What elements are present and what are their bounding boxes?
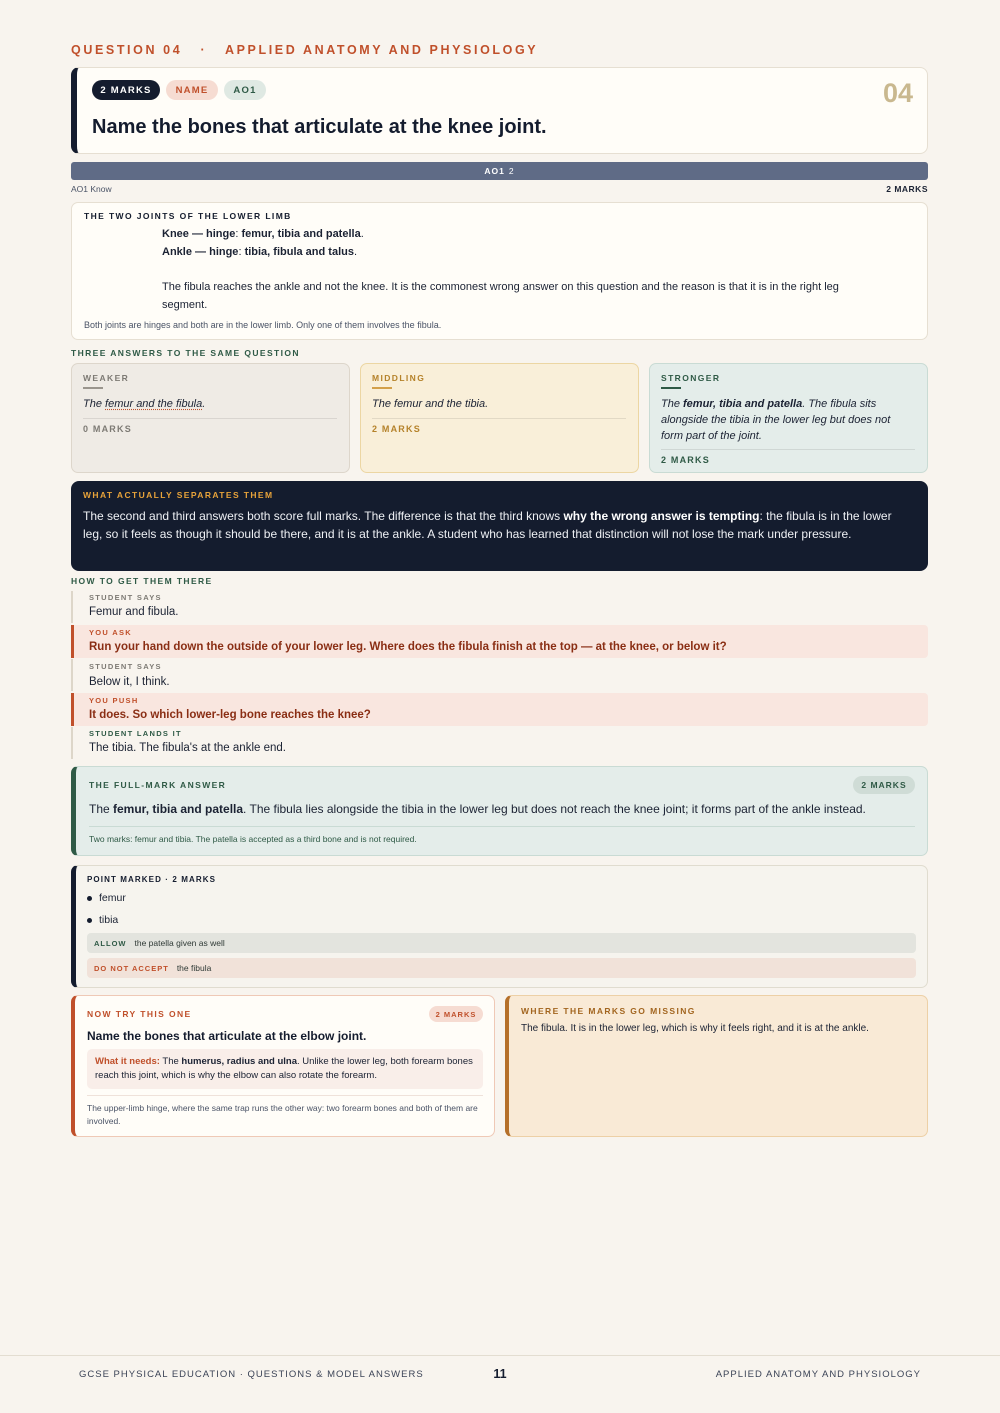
ankle-colon: : bbox=[238, 246, 245, 258]
joints-panel bbox=[71, 202, 928, 340]
turn-label: YOU ASK bbox=[89, 628, 132, 637]
separates-body bbox=[83, 507, 914, 543]
conversation-turn-1 bbox=[71, 591, 928, 623]
turn-text: It does. So which lower-leg bone reaches the knee? bbox=[89, 709, 371, 721]
weaker-text-post: . bbox=[202, 398, 206, 410]
bullet-icon bbox=[87, 896, 92, 901]
full-mark-body-post: . The fibula lies alongside the tibia in the lower leg but does not reach the knee joint; it forms part of the ankle instead. bbox=[243, 802, 866, 816]
weaker-wrong-part: femur and the fibula bbox=[105, 398, 203, 410]
reject-text: the fibula bbox=[176, 963, 212, 973]
full-mark-divider bbox=[89, 826, 915, 827]
practice-title: NOW TRY THIS ONE bbox=[87, 1009, 192, 1019]
ankle-name: Ankle bbox=[162, 246, 192, 258]
marks-missing-card bbox=[505, 995, 928, 1137]
practice-marks-badge: 2 MARKS bbox=[429, 1006, 483, 1022]
knee-type: hinge bbox=[206, 228, 236, 240]
knee-dash: — bbox=[188, 228, 207, 240]
ankle-bones: tibia, fibula and talus bbox=[244, 246, 354, 258]
separates-title: WHAT ACTUALLY SEPARATES THEM bbox=[83, 490, 274, 500]
weaker-answer-text bbox=[83, 396, 337, 412]
reject-label: DO NOT ACCEPT bbox=[94, 963, 169, 973]
question-number: 04 bbox=[882, 78, 913, 108]
allow-row bbox=[87, 933, 916, 953]
conversation-turn-5 bbox=[71, 727, 928, 759]
fibula-explanation: The fibula reaches the ankle and not the knee. It is the commonest wrong answer on this question and the reason is that it is in the right leg segment. bbox=[162, 281, 839, 311]
mark-point-item bbox=[87, 914, 118, 926]
ao-bar-label: AO1 bbox=[484, 166, 505, 176]
answers-section-title: THREE ANSWERS TO THE SAME QUESTION bbox=[71, 348, 300, 358]
needs-label: What it needs: bbox=[95, 1056, 160, 1067]
practice-question: Name the bones that articulate at the elbow joint. bbox=[87, 1029, 367, 1043]
turn-label: STUDENT LANDS IT bbox=[89, 729, 182, 738]
question-card bbox=[71, 67, 928, 154]
knee-colon: : bbox=[235, 228, 242, 240]
command-word-tag: NAME bbox=[166, 80, 218, 100]
weaker-marks: 0 MARKS bbox=[83, 424, 132, 434]
middling-label: MIDDLING bbox=[372, 373, 426, 383]
weaker-label: WEAKER bbox=[83, 373, 130, 383]
footer-right: APPLIED ANATOMY AND PHYSIOLOGY bbox=[715, 1369, 921, 1380]
conversation-turn-4 bbox=[71, 693, 928, 726]
turn-text: Run your hand down the outside of your lower leg. Where does the fibula finish at the top — at the knee, or below it? bbox=[89, 641, 727, 653]
practice-footnote: The upper-limb hinge, where the same trap runs the other way: two forearm bones and both of them are involved. bbox=[87, 1103, 478, 1126]
separates-body-post: : the fibula is in the lower leg, so it feels as though it should be there, and it is at the ankle. A student who has learned that distinction will not lose the mark under pressure. bbox=[83, 509, 892, 541]
conversation-turn-3 bbox=[71, 659, 928, 691]
middling-marks: 2 MARKS bbox=[372, 424, 421, 434]
mark-point-text: tibia bbox=[99, 914, 119, 926]
turn-label: STUDENT SAYS bbox=[89, 662, 162, 671]
mark-scheme-panel bbox=[71, 865, 928, 988]
stronger-divider bbox=[661, 449, 915, 450]
full-mark-badge: 2 MARKS bbox=[853, 776, 915, 794]
ao-bar-value: 2 bbox=[508, 166, 515, 176]
full-mark-footnote: Two marks: femur and tibia. The patella is accepted as a third bone and is not required. bbox=[89, 834, 417, 844]
mark-scheme-title: POINT MARKED · 2 MARKS bbox=[87, 875, 217, 884]
weaker-dash bbox=[83, 387, 103, 389]
turn-text: Femur and fibula. bbox=[89, 606, 179, 618]
full-mark-body bbox=[89, 802, 866, 816]
middling-divider bbox=[372, 418, 626, 419]
marks-missing-body: The fibula. It is in the lower leg, which is why it feels right, and it is at the ankle. bbox=[521, 1023, 869, 1034]
stronger-marks: 2 MARKS bbox=[661, 455, 710, 465]
ankle-end: . bbox=[353, 246, 358, 258]
stronger-text-post: . The fibula sits alongside the tibia in the lower leg but does not form part of the joint. bbox=[661, 398, 891, 442]
joints-footnote: Both joints are hinges and both are in the lower limb. Only one of them involves the fibula. bbox=[84, 320, 442, 330]
full-mark-body-pre: The bbox=[89, 802, 114, 816]
separates-panel bbox=[71, 481, 928, 571]
knee-bones: femur, tibia and patella bbox=[241, 228, 361, 240]
knee-end: . bbox=[360, 228, 364, 240]
allow-text: the patella given as well bbox=[134, 938, 225, 948]
stronger-dash bbox=[661, 387, 681, 389]
stronger-answer-card bbox=[649, 363, 928, 473]
weaker-divider bbox=[83, 418, 337, 419]
weaker-text-pre: The bbox=[83, 398, 106, 410]
mark-point-text: femur bbox=[99, 892, 126, 904]
knee-name: Knee bbox=[162, 228, 189, 240]
practice-needs-box bbox=[87, 1049, 483, 1089]
separates-body-pre: The second and third answers both score full marks. The difference is that the third knows bbox=[83, 509, 564, 523]
ao-weighting-bar bbox=[71, 162, 928, 180]
conversation-title: HOW TO GET THEM THERE bbox=[71, 576, 213, 586]
stronger-answer-text bbox=[661, 396, 915, 444]
footer-left: GCSE PHYSICAL EDUCATION · QUESTIONS & MODEL ANSWERS bbox=[79, 1369, 424, 1380]
needs-pre: The bbox=[159, 1056, 182, 1067]
bullet-icon bbox=[87, 918, 92, 923]
stronger-bold-part: femur, tibia and patella bbox=[683, 398, 803, 410]
practice-question-card bbox=[71, 995, 495, 1137]
knee-line bbox=[162, 228, 364, 240]
stronger-text-pre: The bbox=[661, 398, 684, 410]
stronger-label: STRONGER bbox=[661, 373, 721, 383]
ao-marks-caption: 2 MARKS bbox=[886, 184, 928, 194]
full-mark-answer-panel bbox=[71, 766, 928, 856]
footer-divider bbox=[0, 1355, 1000, 1356]
section-kicker: QUESTION 04 · APPLIED ANATOMY AND PHYSIOLOGY bbox=[71, 43, 539, 57]
allow-label: ALLOW bbox=[94, 938, 127, 948]
marks-missing-title: WHERE THE MARKS GO MISSING bbox=[521, 1006, 696, 1016]
needs-post: . Unlike the lower leg, both forearm bones reach this joint, which is why the elbow can also rotate the forearm. bbox=[95, 1056, 473, 1081]
needs-bold: humerus, radius and ulna bbox=[181, 1056, 298, 1067]
marks-tag: 2 MARKS bbox=[92, 80, 160, 100]
question-text: Name the bones that articulate at the knee joint. bbox=[92, 116, 547, 138]
joints-title: THE TWO JOINTS OF THE LOWER LIMB bbox=[84, 211, 292, 221]
conversation-turn-2 bbox=[71, 625, 928, 658]
middling-dash bbox=[372, 387, 392, 389]
turn-text: Below it, I think. bbox=[89, 676, 170, 688]
reject-row bbox=[87, 958, 916, 978]
weaker-answer-card bbox=[71, 363, 350, 473]
turn-label: STUDENT SAYS bbox=[89, 593, 162, 602]
ankle-line bbox=[162, 246, 357, 258]
middling-answer-text: The femur and the tibia. bbox=[372, 398, 489, 410]
full-mark-body-bold: femur, tibia and patella bbox=[113, 802, 244, 816]
mark-point-item bbox=[87, 892, 126, 904]
page-number: 11 bbox=[493, 1367, 507, 1381]
full-mark-title: THE FULL-MARK ANSWER bbox=[89, 780, 227, 790]
ankle-dash: — bbox=[191, 246, 210, 258]
practice-divider bbox=[87, 1095, 483, 1096]
middling-answer-card bbox=[360, 363, 639, 473]
ao-caption: AO1 Know bbox=[71, 184, 112, 194]
separates-body-bold: why the wrong answer is tempting bbox=[563, 509, 760, 523]
assessment-objective-tag: AO1 bbox=[224, 80, 266, 100]
turn-text: The tibia. The fibula's at the ankle end. bbox=[89, 742, 286, 754]
ankle-type: hinge bbox=[209, 246, 239, 258]
turn-label: YOU PUSH bbox=[89, 696, 139, 705]
